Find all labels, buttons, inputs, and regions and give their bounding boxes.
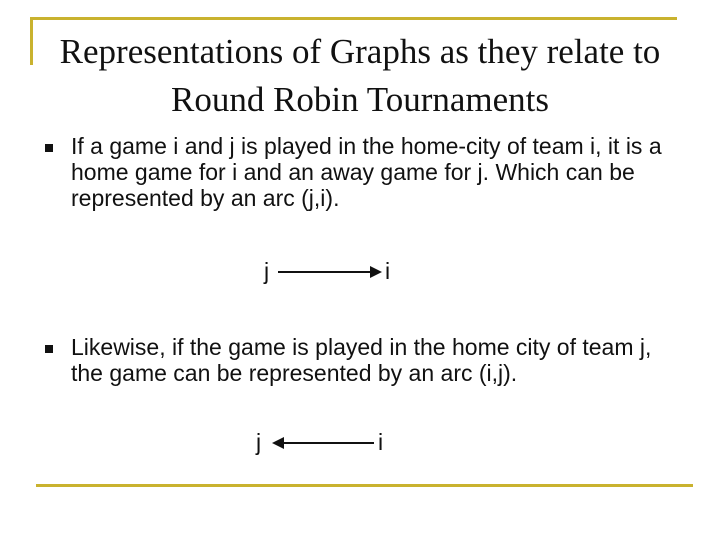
bullet-text-1: If a game i and j is played in the home-city of team i, it is a home game for i and an away game for j. Which can be represented by an arc (j,i). xyxy=(71,133,662,211)
arc-2-tail-node: i xyxy=(378,429,384,455)
bullet-marker-1 xyxy=(45,144,53,152)
slide-bottom-line xyxy=(36,484,693,487)
arc-1-arrow-right xyxy=(276,262,386,282)
arc-2-arrow-left xyxy=(268,433,378,453)
arc-1-tail-node: j xyxy=(264,258,270,284)
title-frame-left-line xyxy=(30,17,33,65)
slide-title: Representations of Graphs as they relate to Round Robin Tournaments xyxy=(59,32,661,119)
bullet-marker-2 xyxy=(45,345,53,353)
title-frame-top-line xyxy=(30,17,677,20)
arc-1-head-node: i xyxy=(385,258,391,284)
bullet-text-2: Likewise, if the game is played in the home city of team j, the game can be represented by an arc (i,j). xyxy=(71,334,652,386)
arc-2-head-node: j xyxy=(256,429,262,455)
